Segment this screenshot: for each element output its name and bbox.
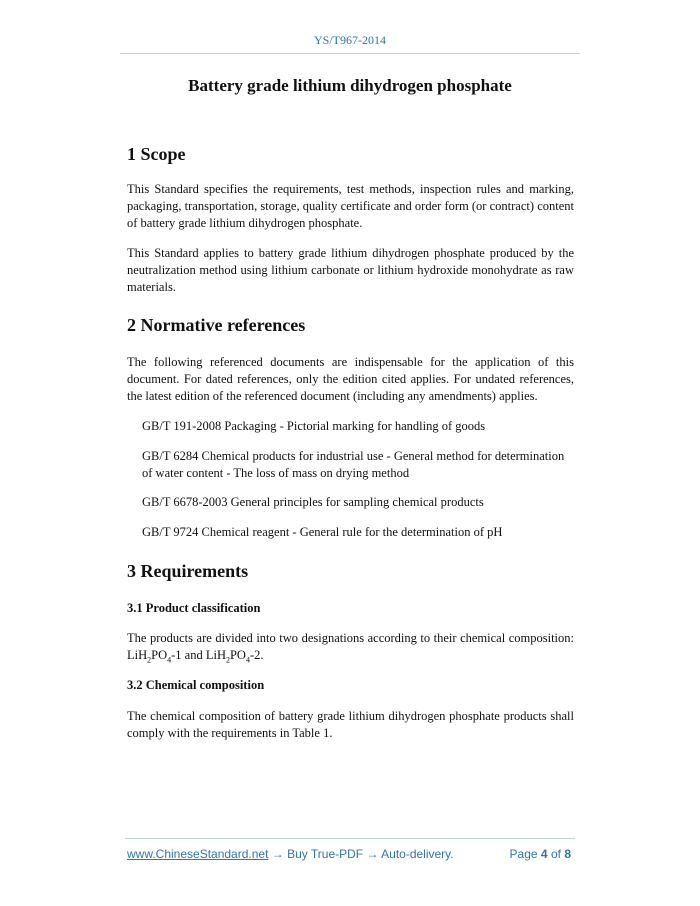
section-1-heading: 1 Scope <box>127 144 186 164</box>
buy-true-pdf-text: Buy True-PDF <box>287 847 364 861</box>
auto-delivery-text: Auto-delivery. <box>381 847 454 861</box>
document-title: Battery grade lithium dihydrogen phosphate <box>188 76 512 95</box>
footer-divider <box>125 838 575 839</box>
scope-paragraph-1: This Standard specifies the requirements, test methods, inspection rules and marking, packaging, transportation, storage, quality certificate and order form (or contract) content of battery grade lithium dihydrogen phosphate. <box>127 182 574 230</box>
reference-item: GB/T 6678-2003 General principles for sampling chemical products <box>142 495 484 509</box>
subsection-3-2-heading: 3.2 Chemical composition <box>127 678 265 692</box>
arrow-icon: → <box>363 847 382 861</box>
arrow-icon: → <box>268 847 288 861</box>
section-2-heading: 2 Normative references <box>127 315 306 335</box>
references-intro: The following referenced documents are indispensable for the application of this document. For dated references, only the edition cited applies. For undated references, the latest edition of the referenced document (including any amendments) applies. <box>127 355 574 403</box>
scope-paragraph-2: This Standard applies to battery grade lithium dihydrogen phosphate produced by the neutralization method using lithium carbonate or lithium hydroxide monohydrate as raw materials. <box>127 246 574 294</box>
chinesestandard-link[interactable]: www.ChineseStandard.net <box>127 847 269 861</box>
section-3-heading: 3 Requirements <box>127 561 249 581</box>
composition-paragraph: The chemical composition of battery grade lithium dihydrogen phosphate products shall comply with the requirements in Table 1. <box>127 709 574 740</box>
page-indicator: Page 4 of 8 <box>509 847 571 861</box>
reference-item: GB/T 191-2008 Packaging - Pictorial marking for handling of goods <box>142 419 486 433</box>
footer <box>127 847 573 861</box>
header-divider <box>120 53 580 54</box>
classification-paragraph: The products are divided into two designations according to their chemical composition: $LiH_2PO_4-1$ and $LiH_2PO_4-2$. <box>127 631 574 665</box>
reference-item: GB/T 6284 Chemical products for industrial use - General method for determination of water content - The loss of mass on drying method <box>142 449 565 480</box>
subsection-3-1-heading: 3.1 Product classification <box>127 601 261 615</box>
standard-code: YS/T967-2014 <box>314 33 386 47</box>
reference-item: GB/T 9724 Chemical reagent - General rule for the determination of pH <box>142 525 503 539</box>
